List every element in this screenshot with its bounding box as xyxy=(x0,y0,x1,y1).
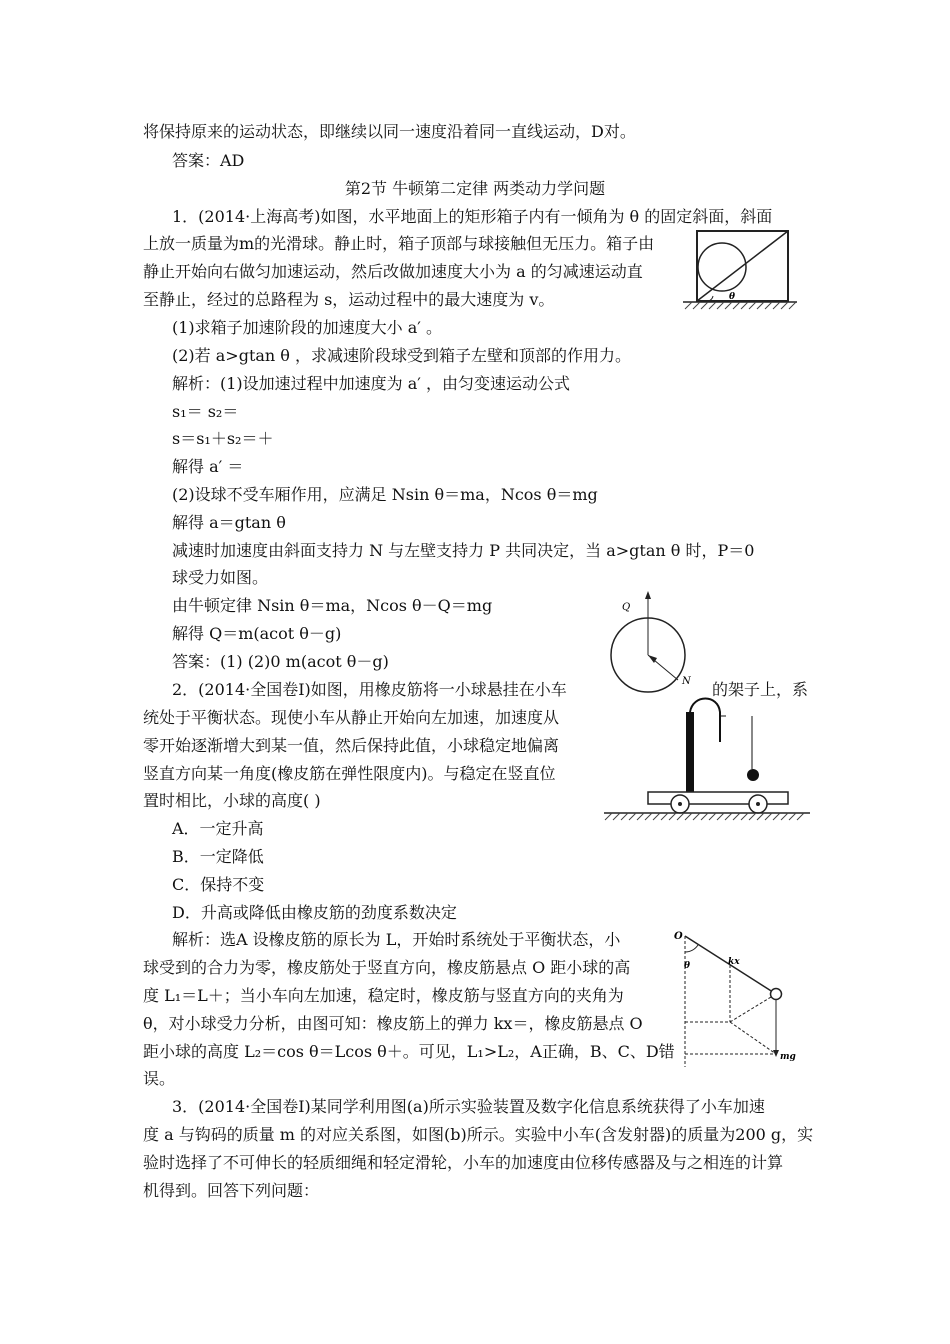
right-axle xyxy=(756,802,760,806)
option-a: A．一定升高 xyxy=(172,819,264,838)
option-c: C．保持不变 xyxy=(172,875,265,894)
formula-line: s＝s₁＋s₂＝＋ xyxy=(172,429,274,448)
answer-line: 答案：(1) (2)0 m(acot θ－g) xyxy=(172,652,389,671)
text-line: 减速时加速度由斜面支持力 N 与左壁支持力 P 共同决定，当 a>gtan θ 时，P＝0 xyxy=(172,541,755,560)
text-line: 解析：(1)设加速过程中加速度为 a′ ，由匀变速运动公式 xyxy=(172,374,571,393)
hanging-ball xyxy=(747,769,759,781)
text-line: 距小球的高度 L₂＝cos θ＝Lcos θ＋。可见，L₁>L₂，A正确，B、C、D错 xyxy=(143,1042,675,1061)
tilted-band-figure xyxy=(668,922,808,1072)
left-axle xyxy=(678,802,682,806)
problem-1-line: 1．(2014·上海高考)如图，水平地面上的矩形箱子内有一倾角为 θ 的固定斜面，斜面 xyxy=(172,207,773,226)
rubber-band xyxy=(690,699,720,743)
theta-label: θ xyxy=(684,961,691,971)
dashed-line xyxy=(730,994,776,1022)
text-line: 机得到。回答下列问题： xyxy=(143,1181,320,1200)
theta-label: θ xyxy=(729,292,736,302)
formula-line: s₁＝ s₂＝ xyxy=(172,402,239,421)
angle-arc xyxy=(685,945,698,952)
cart-post xyxy=(686,712,694,792)
text-line: 误。 xyxy=(143,1069,176,1088)
text-line: 置时相比，小球的高度( ) xyxy=(143,791,321,810)
text-line: 球受到的合力为零，橡皮筋处于竖直方向，橡皮筋悬点 O 距小球的高 xyxy=(143,958,631,977)
force-q-label: Q xyxy=(622,602,631,613)
point-o-label: O xyxy=(674,931,683,942)
text-line: 度 a 与钩码的质量 m 的对应关系图，如图(b)所示。实验中小车(含发射器)的质量为200 g，实 xyxy=(143,1125,814,1144)
section-title: 第2节 牛顿第二定律 两类动力学问题 xyxy=(344,179,606,198)
force-diagram-figure xyxy=(608,590,708,700)
text-line: 将保持原来的运动状态，即继续以同一速度沿着同一直线运动，D对。 xyxy=(143,122,636,141)
text-line: 解析：选A 设橡皮筋的原长为 L，开始时系统处于平衡状态，小 xyxy=(172,930,621,949)
text-line: (2)若 a>gtan θ ，求减速阶段球受到箱子左壁和顶部的作用力。 xyxy=(172,346,632,365)
option-b: B．一定降低 xyxy=(172,847,264,866)
answer-line: 答案：AD xyxy=(172,151,245,170)
text-line: 验时选择了不可伸长的轻质细绳和轻定滑轮，小车的加速度由位移传感器及与之相连的计算 xyxy=(143,1153,784,1172)
text-line: 度 L₁＝L＋；当小车向左加速，稳定时，橡皮筋与竖直方向的夹角为 xyxy=(143,986,624,1005)
text-line: 静止开始向右做匀加速运动，然后改做加速度大小为 a 的匀减速运动直 xyxy=(143,262,643,281)
ball-circle xyxy=(771,989,782,1000)
text-line: 解得 a＝gtan θ xyxy=(172,513,286,532)
mg-label: mg xyxy=(780,1052,796,1062)
text-line: 解得 Q＝m(acot θ－g) xyxy=(172,624,342,643)
text-line: 竖直方向某一角度(橡皮筋在弹性限度内)。与稳定在竖直位 xyxy=(143,764,556,783)
text-line: (2)设球不受车厢作用，应满足 Nsin θ＝ma，Ncos θ＝mg xyxy=(172,485,598,504)
text-line: 上放一质量为m的光滑球。静止时，箱子顶部与球接触但无压力。箱子由 xyxy=(143,234,655,253)
text-line: 零开始逐渐增大到某一值，然后保持此值，小球稳定地偏离 xyxy=(143,736,560,755)
force-n-label: N xyxy=(682,676,691,687)
force-q-arrow xyxy=(645,591,651,599)
ball-circle xyxy=(698,243,746,291)
problem-3-line: 3．(2014·全国卷Ⅰ)某同学利用图(a)所示实验装置及数字化信息系统获得了小车加速 xyxy=(172,1097,765,1116)
text-line: 至静止，经过的总路程为 s，运动过程中的最大速度为 v。 xyxy=(143,290,555,309)
ground-hatch xyxy=(685,302,796,309)
cart-figure xyxy=(600,698,815,824)
dashed-line xyxy=(730,1022,776,1054)
text-line: 球受力如图。 xyxy=(172,568,269,587)
problem-2-line: 2．(2014·全国卷Ⅰ)如图，用橡皮筋将一小球悬挂在小车 xyxy=(172,680,567,699)
formula-line: 解得 a′ ＝ xyxy=(172,457,244,476)
text-line: θ，对小球受力分析，由图可知：橡皮筋上的弹力 kx＝，橡皮筋悬点 O xyxy=(143,1014,643,1033)
incline-line xyxy=(697,231,788,301)
text-line: 的架子上，系 xyxy=(712,680,809,699)
kx-label: kx xyxy=(728,957,740,967)
box-incline-figure xyxy=(680,227,800,327)
option-d: D．升高或降低由橡皮筋的劲度系数决定 xyxy=(172,903,457,922)
ground-hatch xyxy=(605,813,804,820)
text-line: 统处于平衡状态。现使小车从静止开始向左加速，加速度从 xyxy=(143,708,560,727)
gravity-arrow xyxy=(773,1050,779,1057)
text-line: (1)求箱子加速阶段的加速度大小 a′ 。 xyxy=(172,318,443,337)
text-line: 由牛顿定律 Nsin θ＝ma，Ncos θ－Q＝mg xyxy=(172,596,493,615)
